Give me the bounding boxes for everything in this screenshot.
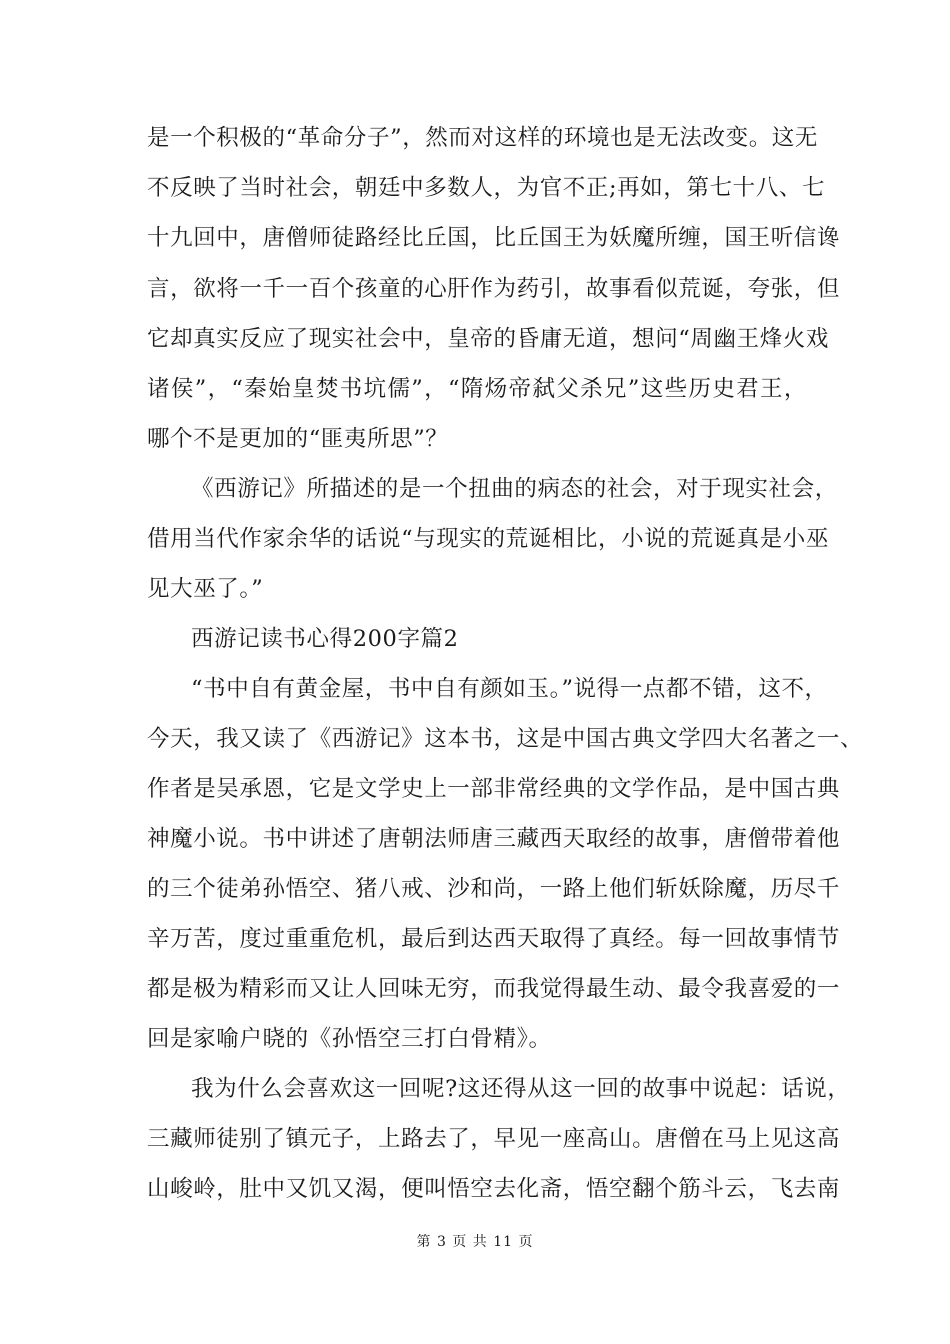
paragraph-line: “书中自有黄金屋，书中自有颜如玉。”说得一点都不错，这不，: [191, 676, 828, 702]
paragraph-line: 见大巫了。”: [147, 576, 264, 602]
paragraph-line: 作者是吴承恩，它是文学史上一部非常经典的文学作品，是中国古典: [147, 776, 841, 802]
paragraph-line: 言，欲将一千一百个孩童的心肝作为药引，故事看似荒诞，夸张，但: [147, 276, 841, 302]
paragraph-line: 三藏师徒别了镇元子，上路去了，早见一座高山。唐僧在马上见这高: [147, 1126, 841, 1152]
paragraph-line: 十九回中，唐僧师徒路经比丘国，比丘国王为妖魔所缠，国王听信谗: [147, 225, 841, 251]
paragraph-line: 是一个积极的“革命分子”，然而对这样的环境也是无法改变。这无: [147, 125, 819, 151]
paragraph-line: 神魔小说。书中讲述了唐朝法师唐三藏西天取经的故事，唐僧带着他: [147, 826, 841, 852]
paragraph-line: 《西游记》所描述的是一个扭曲的病态的社会，对于现实社会，: [191, 476, 838, 502]
paragraph-line: 回是家喻户晓的《孙悟空三打白骨精》。: [147, 1026, 552, 1052]
paragraph-line: 今天，我又读了《西游记》这本书，这是中国古典文学四大名著之一、: [147, 726, 864, 752]
section-heading: 西游记读书心得200字篇2: [191, 626, 459, 652]
paragraph-line: 它却真实反应了现实社会中，皇帝的昏庸无道，想问“周幽王烽火戏: [147, 326, 830, 352]
page-number-footer: 第 3 页 共 11 页: [416, 1234, 534, 1250]
paragraph-line: 不反映了当时社会，朝廷中多数人，为官不正;再如，第七十八、七: [147, 175, 826, 201]
paragraph-line: 的三个徒弟孙悟空、猪八戒、沙和尚，一路上他们斩妖除魔，历尽千: [147, 876, 841, 902]
paragraph-line: 我为什么会喜欢这一回呢?这还得从这一回的故事中说起：话说，: [191, 1076, 851, 1102]
paragraph-line: 山峻岭，肚中又饥又渴，便叫悟空去化斋，悟空翻个筋斗云，飞去南: [147, 1176, 841, 1202]
paragraph-line: 哪个不是更加的“匪夷所思”？: [147, 426, 449, 452]
paragraph-line: 借用当代作家余华的话说“与现实的荒诞相比，小说的荒诞真是小巫: [147, 526, 830, 552]
paragraph-line: 诸侯”，“秦始皇焚书坑儒”，“隋炀帝弑父杀兄”这些历史君王，: [147, 376, 807, 402]
paragraph-line: 都是极为精彩而又让人回味无穷，而我觉得最生动、最令我喜爱的一: [147, 976, 841, 1002]
paragraph-line: 辛万苦，度过重重危机，最后到达西天取得了真经。每一回故事情节: [147, 926, 841, 952]
